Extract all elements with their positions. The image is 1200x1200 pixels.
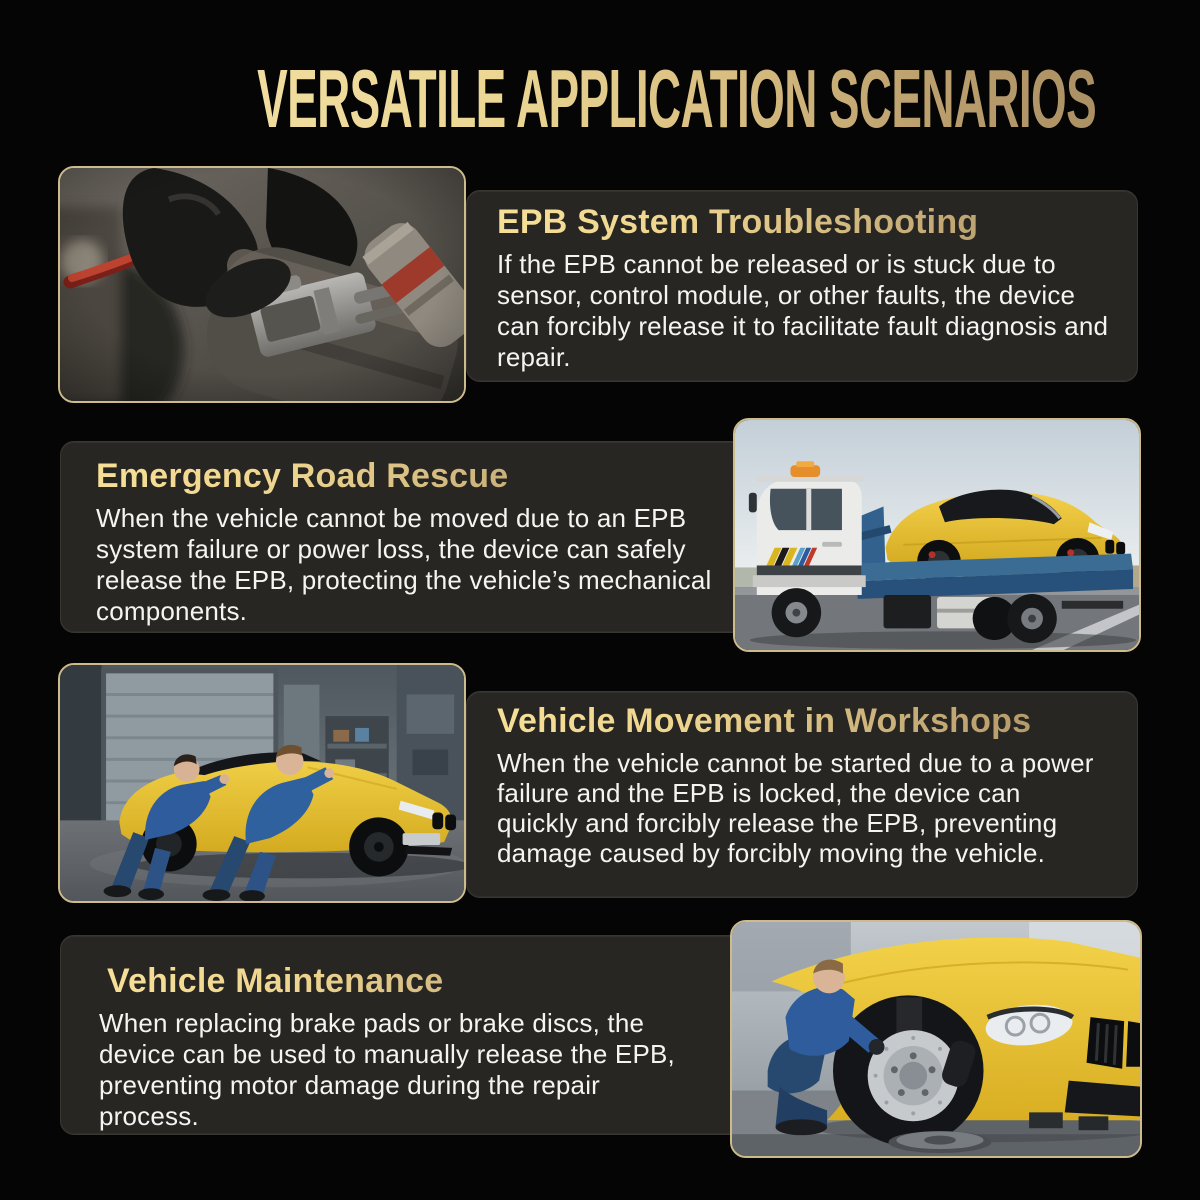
card-epb-system-troubleshooting: [466, 190, 1138, 382]
title-bar: [0, 52, 1200, 145]
section-heading: Vehicle Movement in Workshops: [497, 700, 1113, 742]
card-vehicle-maintenance: [60, 935, 760, 1135]
photo-tow-truck-carrying-yellow-car: [733, 418, 1141, 652]
page-title: VERSATILE APPLICATION SCENARIOS: [257, 52, 1097, 145]
epb-connector-illustration: [60, 168, 464, 401]
section-heading: Emergency Road Rescue: [96, 455, 735, 497]
section-body: If the EPB cannot be released or is stuck due to sensor, control module, or other faults, the device can forcibly release it to facilitate fault diagnosis and repair.: [497, 249, 1109, 372]
section-body: When replacing brake pads or brake discs, the device can be used to manually release the EPB, preventing motor damage during the repair process.: [99, 1008, 675, 1131]
brake-service-illustration: [732, 922, 1140, 1156]
photo-mechanics-pushing-car-in-workshop: [58, 663, 466, 903]
photo-mechanic-servicing-brake-disc: [730, 920, 1142, 1158]
photo-epb-connector-close-up: [58, 166, 466, 403]
card-vehicle-movement-in-workshops: [466, 691, 1138, 898]
section-body: When the vehicle cannot be started due to a power failure and the EPB is locked, the device can quickly and forcibly release the EPB, preventing damage caused by forcibly moving the vehicle.: [497, 748, 1094, 868]
card-emergency-road-rescue: [60, 441, 760, 633]
section-heading: Vehicle Maintenance: [107, 960, 735, 1002]
section-heading: EPB System Troubleshooting: [497, 201, 1113, 243]
workshop-push-illustration: [60, 665, 464, 901]
tow-truck-illustration: [735, 420, 1139, 650]
section-body: When the vehicle cannot be moved due to an EPB system failure or power loss, the device can safely release the EPB, protecting the vehicle’s mechanical components.: [96, 503, 712, 626]
